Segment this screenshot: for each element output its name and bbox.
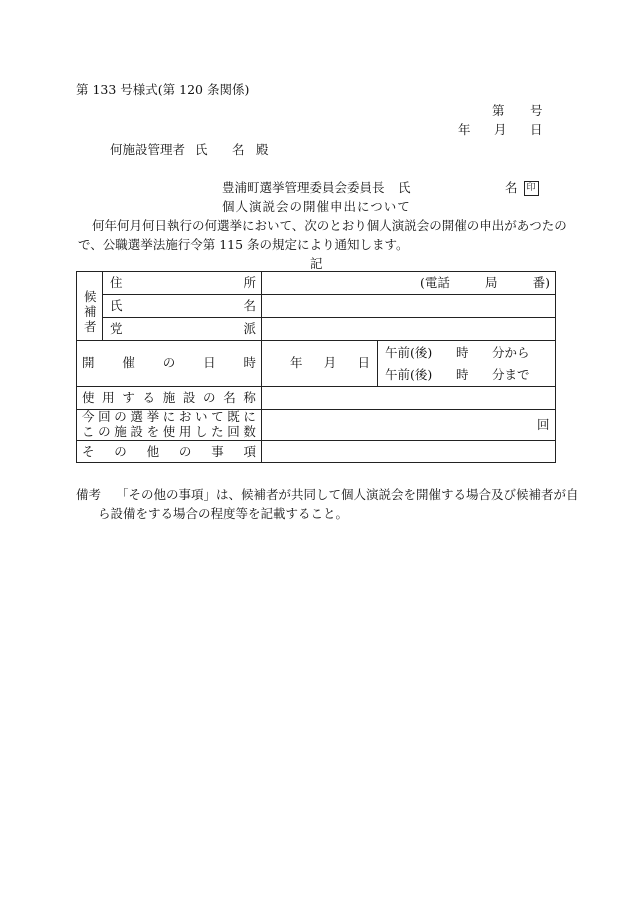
sender-name-2: [505, 180, 539, 196]
grid-line: [377, 340, 378, 386]
other-char: 項: [243, 444, 256, 459]
facility-char: 称: [243, 390, 256, 405]
previous-use-char: お: [178, 409, 192, 424]
document-title: 個人演説会の開催申出について: [222, 199, 411, 214]
grid-line: [102, 294, 556, 295]
count-unit: 回: [537, 417, 550, 432]
ki-label: 記: [310, 256, 323, 271]
seal-mark: 印: [524, 181, 539, 196]
previous-use-label-line-2: [82, 424, 256, 440]
note-label: 備考: [76, 487, 102, 502]
other-char: の: [114, 444, 127, 459]
date-cell: 年: [290, 355, 303, 370]
facility-char: 使: [82, 390, 95, 405]
previous-use-char: の: [98, 424, 111, 439]
phone-part: 番): [532, 275, 550, 290]
candidate-label: [84, 289, 97, 334]
facility-char: 施: [162, 390, 176, 405]
name-label: [110, 298, 256, 314]
facility-label: [82, 390, 256, 406]
date-year: 年: [458, 122, 471, 137]
other-char: 事: [211, 444, 224, 459]
previous-use-char: 今: [82, 409, 95, 424]
time-to-minute: 分まで: [492, 367, 530, 382]
date-cells: [290, 355, 370, 371]
time-from-hour: 時: [456, 345, 469, 360]
phone-label: [420, 275, 550, 291]
previous-use-char: て: [211, 409, 224, 424]
datetime-label: [82, 355, 256, 371]
name-char: 名: [243, 298, 256, 313]
time-to-hour: 時: [456, 367, 469, 382]
previous-use-char: こ: [82, 424, 95, 439]
name-char: 氏: [110, 298, 123, 313]
datetime-char: 日: [203, 355, 216, 370]
other-label: [82, 444, 256, 460]
previous-use-char: 選: [130, 409, 143, 424]
party-char: 派: [243, 321, 256, 336]
previous-use-char: 用: [178, 424, 192, 439]
previous-use-char: に: [243, 409, 256, 424]
datetime-char: の: [162, 355, 176, 370]
previous-use-char: 施: [114, 424, 127, 439]
sender-name-1: 氏: [398, 180, 411, 195]
time-to-ampm: 午前(後): [385, 367, 433, 382]
date-cell: 日: [357, 355, 370, 370]
facility-char: る: [142, 390, 156, 405]
date-month: 月: [494, 122, 507, 137]
grid-line: [261, 271, 262, 463]
facility-char: 設: [182, 390, 196, 405]
phone-part: 局: [484, 275, 498, 290]
previous-use-label-line-1: [82, 409, 256, 425]
previous-use-char: 設: [130, 424, 143, 439]
previous-use-char: 回: [98, 409, 111, 424]
other-char: の: [178, 444, 192, 459]
addressee-name-2: 名: [232, 142, 245, 157]
body-line-2: で、公職選挙法施行令第 115 条の規定により通知します。: [78, 237, 409, 252]
previous-use-char: を: [146, 424, 160, 439]
facility-char: す: [122, 390, 135, 405]
previous-use-char: 使: [162, 424, 176, 439]
previous-use-char: い: [194, 409, 208, 424]
number-label-2: 号: [530, 103, 543, 118]
note-line-1: 「その他の事項」は、候補者が共同して個人演説会を開催する場合及び候補者が自: [116, 487, 579, 502]
other-char: そ: [82, 444, 95, 459]
grid-line: [76, 386, 556, 387]
sender-text: 豊浦町選挙管理委員会委員長: [222, 180, 385, 195]
candidate-char: 者: [84, 319, 97, 334]
note-line-2: ら設備をする場合の程度等を記載すること。: [98, 506, 349, 521]
date-day: 日: [530, 122, 543, 137]
address-label: [110, 275, 256, 291]
time-from-minute: 分から: [492, 345, 530, 360]
previous-use-char: に: [162, 409, 176, 424]
datetime-char: 催: [122, 355, 135, 370]
previous-use-char: の: [114, 409, 127, 424]
previous-use-char: た: [211, 424, 224, 439]
date-cell: 月: [323, 355, 337, 370]
grid-line: [102, 317, 556, 318]
addressee-name-1: 氏: [195, 142, 208, 157]
candidate-char: 候: [84, 289, 97, 304]
previous-use-char: 挙: [146, 409, 160, 424]
number-label-1: 第: [492, 103, 505, 118]
datetime-char: 時: [243, 355, 256, 370]
previous-use-char: 数: [243, 424, 256, 439]
party-char: 党: [110, 321, 123, 336]
candidate-char: 補: [84, 304, 97, 319]
phone-part: (電話: [420, 275, 450, 290]
sender-name-2-text: 名: [505, 180, 518, 195]
facility-char: 用: [102, 390, 115, 405]
address-char: 住: [110, 275, 123, 290]
grid-line: [102, 271, 103, 340]
grid-line: [76, 340, 556, 341]
datetime-char: 開: [82, 355, 95, 370]
previous-use-char: 既: [227, 409, 240, 424]
grid-line: [76, 440, 556, 441]
addressee-text: 何施設管理者: [110, 142, 186, 157]
party-label: [110, 321, 256, 337]
facility-char: の: [203, 390, 216, 405]
address-char: 所: [243, 275, 256, 290]
facility-char: 名: [223, 390, 236, 405]
time-from-ampm: 午前(後): [385, 345, 433, 360]
addressee-honorific: 殿: [256, 142, 269, 157]
body-line-1: 何年何月何日執行の何選挙において、次のとおり個人演説会の開催の申出があつたの: [92, 218, 567, 233]
form-id: 第 133 号様式(第 120 条関係): [76, 82, 250, 97]
previous-use-char: し: [194, 424, 208, 439]
other-char: 他: [146, 444, 160, 459]
previous-use-char: 回: [227, 424, 240, 439]
